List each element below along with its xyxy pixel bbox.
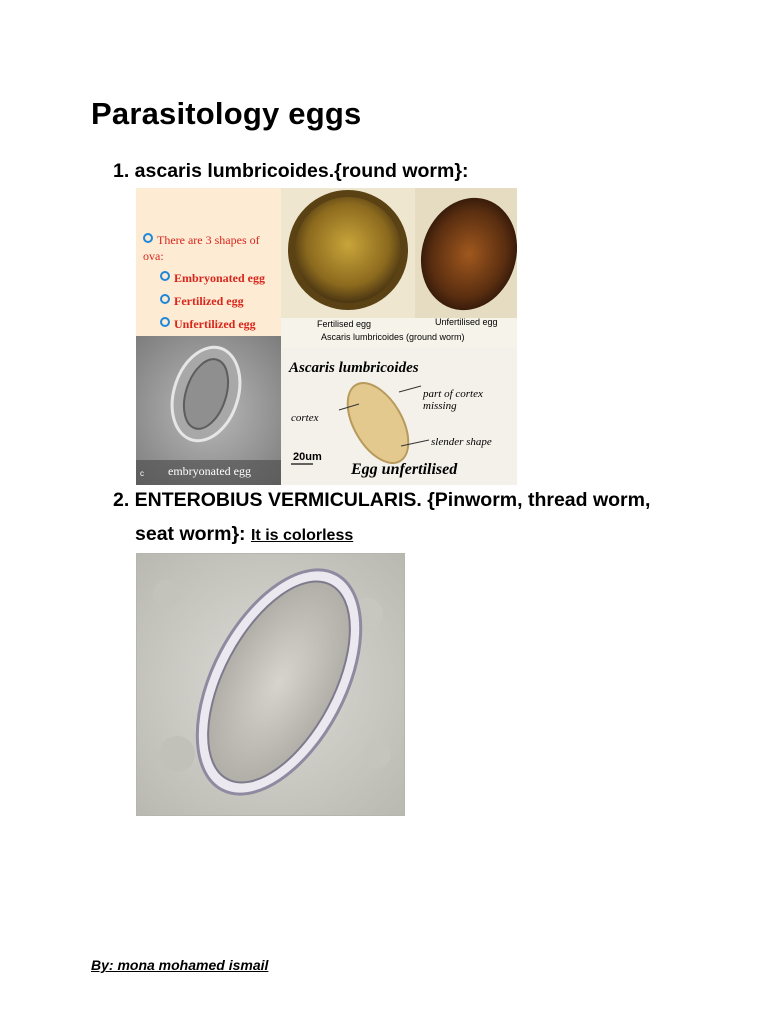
page-title: Parasitology eggs	[91, 96, 362, 131]
ascaris-figure	[136, 188, 517, 485]
colorless-note: It is colorless	[250, 527, 354, 544]
label-cortex: cortex	[291, 412, 319, 424]
bullet-icon	[160, 294, 170, 304]
enterobius-egg-photo	[136, 553, 405, 816]
fertilised-unfertilised-photo	[281, 188, 517, 348]
ova-intro: There are 3 shapes of ova:	[143, 233, 260, 263]
section-heading-enterobius-cont: seat worm}: It is colorless	[135, 523, 354, 545]
caption-unfertilised: Unfertilised egg	[435, 317, 498, 327]
caption-species: Ascaris lumbricoides (ground worm)	[321, 332, 465, 342]
label-slender-shape: slender shape	[431, 436, 492, 448]
panel-letter: c	[140, 469, 144, 478]
embryonated-egg-micrograph	[136, 336, 281, 485]
shape-fertilized: Fertilized egg	[160, 294, 244, 309]
shape-unfertilized: Unfertilized egg	[160, 317, 256, 332]
unfertilised-egg-diagram	[281, 348, 517, 485]
caption-embryonated: embryonated egg	[168, 464, 251, 478]
scale-label: 20um	[293, 451, 322, 463]
unfertilised-egg-outline	[335, 373, 421, 473]
section-heading-enterobius: 2. ENTEROBIUS VERMICULARIS. {Pinworm, thread worm,	[113, 489, 651, 511]
fertilised-egg-core	[295, 197, 401, 303]
section-heading-ascaris: 1. ascaris lumbricoides.{round worm}:	[113, 160, 469, 182]
diagram-caption: Egg unfertilised	[351, 461, 458, 478]
author-footer: By: mona mohamed ismail	[91, 957, 269, 973]
diagram-title: Ascaris lumbricoides	[289, 360, 419, 376]
embryonated-egg-photo	[136, 336, 281, 485]
bullet-icon	[160, 271, 170, 281]
ova-shapes-panel	[136, 188, 281, 336]
shape-embryonated: Embryonated egg	[160, 271, 265, 286]
bullet-icon	[143, 233, 153, 243]
caption-fertilised: Fertilised egg	[317, 319, 372, 329]
bullet-icon	[160, 317, 170, 327]
label-part-of-cortex-missing: part of cortex missing	[423, 388, 483, 412]
enterobius-egg-micrograph	[137, 554, 404, 815]
